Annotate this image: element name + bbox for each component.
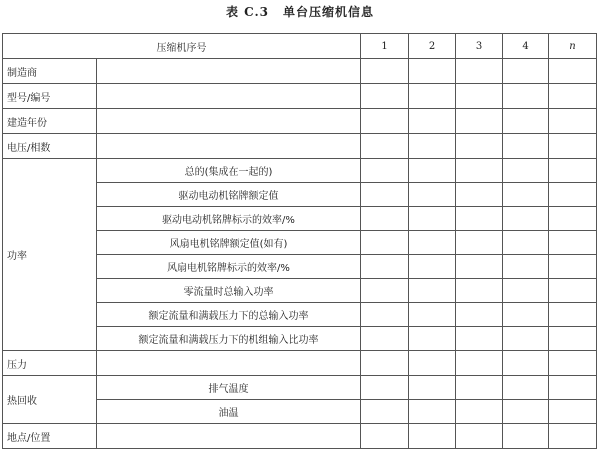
cell xyxy=(456,84,503,109)
cell xyxy=(409,134,456,159)
cell xyxy=(549,84,597,109)
cell xyxy=(549,159,597,183)
table-row xyxy=(3,159,597,183)
heat-item-discharge-temp: 排气温度 xyxy=(97,376,361,400)
cell xyxy=(409,400,456,424)
cell xyxy=(409,376,456,400)
cell xyxy=(503,400,549,424)
cell xyxy=(503,424,549,449)
row-label-model: 型号/编号 xyxy=(3,84,97,109)
cell xyxy=(409,59,456,84)
cell xyxy=(361,376,409,400)
cell xyxy=(456,183,503,207)
cell xyxy=(503,351,549,376)
cell xyxy=(97,351,361,376)
cell xyxy=(549,207,597,231)
cell xyxy=(456,207,503,231)
cell xyxy=(549,303,597,327)
row-label-heat-recovery: 热回收 xyxy=(3,376,97,424)
power-item-total: 总的(集成在一起的) xyxy=(97,159,361,183)
cell xyxy=(361,327,409,351)
cell xyxy=(549,255,597,279)
table-row xyxy=(3,351,597,376)
table-row xyxy=(3,424,597,449)
cell xyxy=(503,109,549,134)
cell xyxy=(549,327,597,351)
power-item-zero-flow: 零流量时总输入功率 xyxy=(97,279,361,303)
cell xyxy=(549,59,597,84)
cell xyxy=(361,303,409,327)
cell xyxy=(456,376,503,400)
cell xyxy=(409,255,456,279)
table-row xyxy=(3,59,597,84)
cell xyxy=(549,231,597,255)
header-col-1: 1 xyxy=(361,34,409,59)
header-row-label: 压缩机序号 xyxy=(3,34,361,59)
cell xyxy=(549,279,597,303)
cell xyxy=(456,279,503,303)
compressor-info-table xyxy=(2,33,597,449)
cell xyxy=(503,59,549,84)
cell xyxy=(549,376,597,400)
table-caption xyxy=(0,4,600,20)
power-item-fan-efficiency: 风扇电机铭牌标示的效率/% xyxy=(97,255,361,279)
table-row xyxy=(3,84,597,109)
cell xyxy=(503,207,549,231)
row-label-build-year: 建造年份 xyxy=(3,109,97,134)
cell xyxy=(361,424,409,449)
cell xyxy=(361,84,409,109)
table-title: 单台压缩机信息 xyxy=(283,5,375,19)
header-col-2: 2 xyxy=(409,34,456,59)
cell xyxy=(361,59,409,84)
cell xyxy=(409,183,456,207)
power-item-rated-total: 额定流量和满载压力下的总输入功率 xyxy=(97,303,361,327)
cell xyxy=(456,109,503,134)
cell xyxy=(456,351,503,376)
cell xyxy=(361,400,409,424)
table-row xyxy=(3,134,597,159)
cell xyxy=(503,84,549,109)
cell xyxy=(503,279,549,303)
table-row xyxy=(3,376,597,400)
cell xyxy=(456,134,503,159)
cell xyxy=(97,109,361,134)
cell xyxy=(409,159,456,183)
cell xyxy=(361,351,409,376)
cell xyxy=(456,231,503,255)
row-label-manufacturer: 制造商 xyxy=(3,59,97,84)
cell xyxy=(456,303,503,327)
cell xyxy=(361,109,409,134)
header-col-3: 3 xyxy=(456,34,503,59)
header-row xyxy=(3,34,597,59)
cell xyxy=(361,207,409,231)
cell xyxy=(549,134,597,159)
power-item-motor-efficiency: 驱动电动机铭牌标示的效率/% xyxy=(97,207,361,231)
cell xyxy=(549,109,597,134)
cell xyxy=(361,159,409,183)
cell xyxy=(409,207,456,231)
cell xyxy=(503,134,549,159)
row-label-pressure: 压力 xyxy=(3,351,97,376)
power-item-motor-rating: 驱动电动机铭牌额定值 xyxy=(97,183,361,207)
cell xyxy=(503,376,549,400)
cell xyxy=(361,231,409,255)
cell xyxy=(549,351,597,376)
table-row xyxy=(3,109,597,134)
cell xyxy=(503,231,549,255)
cell xyxy=(456,327,503,351)
cell xyxy=(456,159,503,183)
table-number: 表 C.3 xyxy=(225,5,270,19)
cell xyxy=(97,424,361,449)
cell xyxy=(409,109,456,134)
cell xyxy=(409,424,456,449)
cell xyxy=(456,59,503,84)
cell xyxy=(97,84,361,109)
cell xyxy=(456,400,503,424)
cell xyxy=(456,255,503,279)
cell xyxy=(409,84,456,109)
header-col-4: 4 xyxy=(503,34,549,59)
cell xyxy=(97,59,361,84)
cell xyxy=(503,327,549,351)
row-label-voltage: 电压/相数 xyxy=(3,134,97,159)
cell xyxy=(549,400,597,424)
cell xyxy=(361,255,409,279)
power-item-specific-power: 额定流量和满载压力下的机组输入比功率 xyxy=(97,327,361,351)
cell xyxy=(97,134,361,159)
cell xyxy=(456,424,503,449)
row-label-power: 功率 xyxy=(3,159,97,351)
cell xyxy=(503,183,549,207)
cell xyxy=(549,424,597,449)
cell xyxy=(503,255,549,279)
cell xyxy=(361,279,409,303)
row-label-location: 地点/位置 xyxy=(3,424,97,449)
cell xyxy=(409,279,456,303)
power-item-fan-rating: 风扇电机铭牌额定值(如有) xyxy=(97,231,361,255)
heat-item-oil-temp: 油温 xyxy=(97,400,361,424)
header-col-n: n xyxy=(549,34,597,59)
cell xyxy=(361,183,409,207)
cell xyxy=(409,327,456,351)
cell xyxy=(409,231,456,255)
cell xyxy=(549,183,597,207)
cell xyxy=(503,159,549,183)
cell xyxy=(409,351,456,376)
cell xyxy=(503,303,549,327)
cell xyxy=(361,134,409,159)
cell xyxy=(409,303,456,327)
